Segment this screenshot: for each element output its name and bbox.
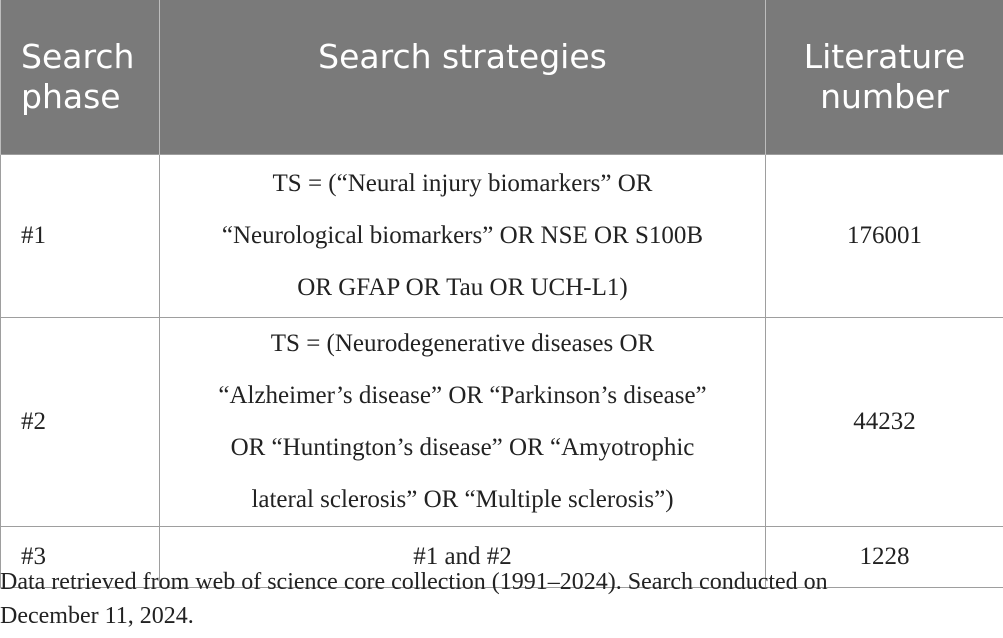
header-search-phase-line-1: Search — [21, 37, 135, 76]
footnote-line: Data retrieved from web of science core collection (1991–2024). Search conducted on — [0, 569, 828, 595]
strategy-line: TS = (Neurodegenerative diseases OR — [270, 330, 655, 357]
strategy-line: OR GFAP OR Tau OR UCH-L1) — [297, 274, 628, 301]
table-row — [1, 318, 1003, 527]
literature-number-cell: 1228 — [766, 527, 1003, 588]
table-header — [1, 0, 1003, 155]
header-literature-number — [766, 0, 1003, 155]
search-phase-cell: #2 — [1, 318, 160, 527]
strategy-line: “Neurological biomarkers” OR NSE OR S100B — [221, 222, 704, 249]
table-row — [1, 155, 1003, 318]
strategy-line: OR “Huntington’s disease” OR “Amyotrophic — [230, 434, 695, 461]
search-strategy-cell — [160, 318, 766, 527]
strategy-line: #1 and #2 — [413, 543, 512, 570]
search-phase-cell: #1 — [1, 155, 160, 318]
strategy-line: TS = (“Neural injury biomarkers” OR — [272, 170, 653, 197]
header-literature-number-line-1: Literature — [803, 37, 966, 76]
search-strategy-cell — [160, 155, 766, 318]
header-search-strategies: Search strategies — [160, 0, 766, 155]
header-search-phase — [1, 0, 160, 155]
table-footnote — [0, 565, 1003, 633]
search-phase-cell: #3 — [1, 527, 160, 588]
footnote-line: December 11, 2024. — [0, 603, 194, 629]
literature-number-cell: 44232 — [766, 318, 1003, 527]
table-body — [1, 155, 1003, 588]
header-search-phase-line-2: phase — [21, 77, 121, 116]
strategy-line: “Alzheimer’s disease” OR “Parkinson’s disease” — [218, 382, 707, 409]
header-row — [1, 0, 1003, 155]
header-literature-number-line-2: number — [820, 77, 949, 116]
literature-number-cell: 176001 — [766, 155, 1003, 318]
strategy-line: lateral sclerosis” OR “Multiple sclerosis”) — [251, 486, 674, 513]
